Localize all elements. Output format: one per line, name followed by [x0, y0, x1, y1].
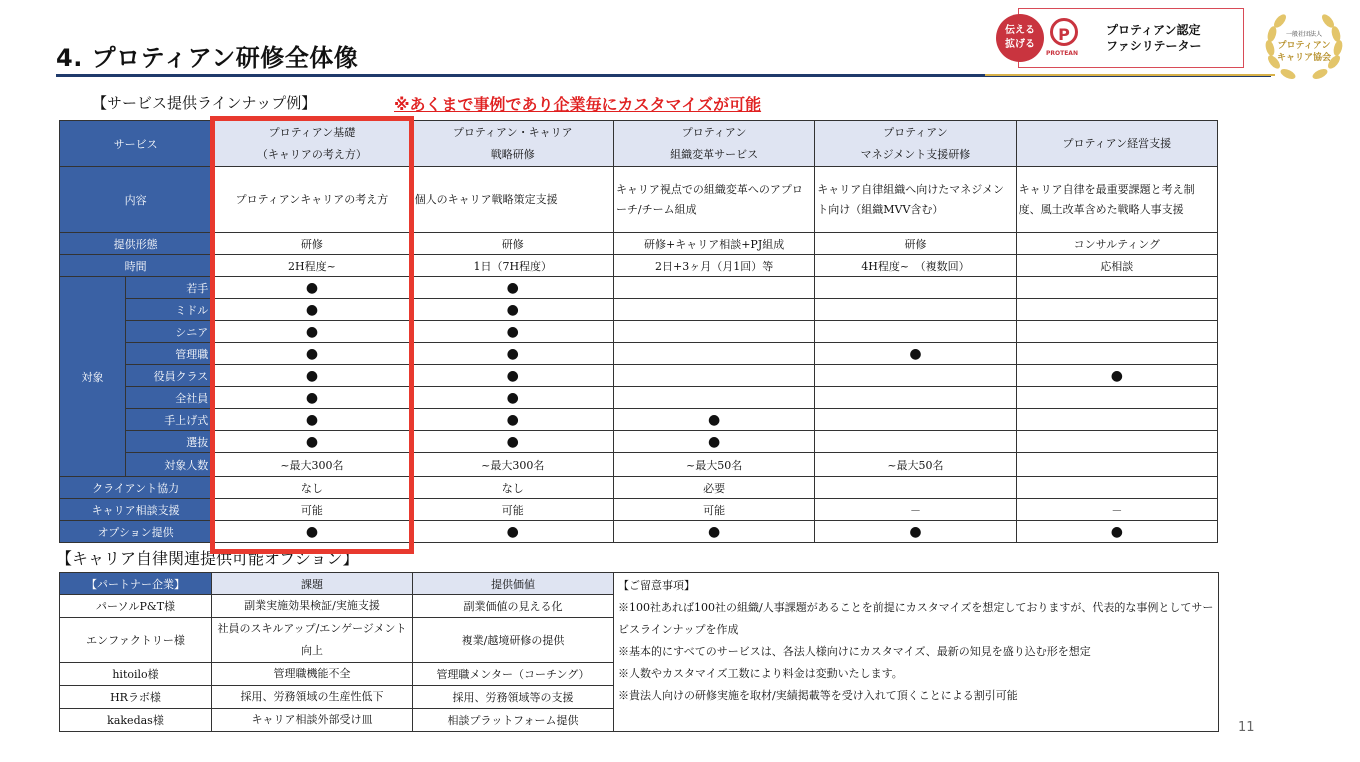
seal-text-3: キャリア協会 — [1276, 53, 1332, 63]
target-applicable-mark: ● — [613, 431, 814, 453]
service-content-cell: キャリア自律組織へ向けたマネジメント向け（組織MVV含む） — [815, 167, 1016, 233]
target-type-label: 選抜 — [126, 431, 212, 453]
service-name-cell — [1016, 121, 1217, 167]
partner-name-cell: HRラボ様 — [60, 686, 212, 709]
service-content-cell: キャリア自律を最重要課題と考え制度、風土改革含めた戦略人事支援 — [1016, 167, 1217, 233]
target-applicable-mark: ● — [412, 365, 613, 387]
table-row — [60, 255, 1218, 277]
target-type-label: シニア — [126, 321, 212, 343]
table-row — [60, 299, 1218, 321]
target-type-label: ミドル — [126, 299, 212, 321]
service-name-line-2: マネジメント支援研修 — [860, 147, 971, 161]
table-row — [60, 521, 1218, 543]
note-item: ※貴法人向けの研修実施を取材/実績掲載等を受け入れて頂くことによる割引可能 — [618, 689, 1018, 702]
target-applicable-mark: ● — [212, 321, 412, 343]
duration-cell: 4H程度~ （複数回） — [815, 255, 1016, 277]
customization-note: ※あくまで事例であり企業毎にカスタマイズが可能 — [394, 95, 762, 114]
partner-options-table — [59, 572, 1219, 732]
target-applicable-mark: ● — [412, 277, 613, 299]
logo-circle-text-2: 拡げる — [1005, 39, 1035, 50]
target-count-cell: ~最大300名 — [412, 453, 613, 477]
partner-issue-cell: 社員のスキルアップ/エンゲージメント向上 — [212, 618, 413, 663]
duration-header-label: 時間 — [60, 255, 212, 277]
target-empty-cell — [613, 365, 814, 387]
options-column-header: 課題 — [212, 573, 413, 595]
partner-issue-cell: 副業実施効果検証/実施支援 — [212, 595, 413, 618]
lineup-subtitle: 【サービス提供ラインナップ例】 — [92, 94, 317, 112]
partner-issue-cell: キャリア相談外部受け皿 — [212, 709, 413, 732]
career-consult-support-cell: 可能 — [613, 499, 814, 521]
protean-p-icon: P — [1050, 18, 1078, 46]
target-empty-cell — [1016, 321, 1217, 343]
table-row — [60, 121, 1218, 167]
target-empty-cell — [613, 387, 814, 409]
target-empty-cell — [815, 409, 1016, 431]
target-applicable-mark: ● — [212, 431, 412, 453]
client-cooperation-header-label: クライアント協力 — [60, 477, 212, 499]
service-content-cell: キャリア視点での組織変革へのアプローチ/チーム組成 — [613, 167, 814, 233]
target-applicable-mark: ● — [412, 431, 613, 453]
target-type-label: 若手 — [126, 277, 212, 299]
target-applicable-mark: ● — [412, 299, 613, 321]
target-applicable-mark: ● — [1016, 365, 1217, 387]
table-row — [60, 365, 1218, 387]
client-cooperation-cell: 必要 — [613, 477, 814, 499]
target-empty-cell — [1016, 431, 1217, 453]
logo-circle-badge — [996, 14, 1044, 62]
page-number: 11 — [1238, 720, 1255, 735]
target-empty-cell — [1016, 343, 1217, 365]
note-item: ※基本的にすべてのサービスは、各法人様向けにカスタマイズ、最新の知見を盛り込む形を想定 — [618, 645, 1091, 658]
target-empty-cell — [613, 321, 814, 343]
client-cooperation-cell: なし — [412, 477, 613, 499]
seal-text-1: 一般社団法人 — [1285, 31, 1323, 38]
target-type-label: 手上げ式 — [126, 409, 212, 431]
table-row — [60, 387, 1218, 409]
target-count-cell: ~最大50名 — [613, 453, 814, 477]
logo-text-line-2: ファシリテーター — [1106, 39, 1202, 53]
partner-name-cell: エンファクトリー様 — [60, 618, 212, 663]
target-empty-cell — [815, 431, 1016, 453]
service-name-line-1: プロティアン・キャリア — [452, 125, 573, 139]
options-column-header: 【パートナー企業】 — [60, 573, 212, 595]
duration-cell: 2日+3ヶ月（月1回）等 — [613, 255, 814, 277]
target-applicable-mark: ● — [412, 343, 613, 365]
target-applicable-mark: ● — [212, 343, 412, 365]
partner-value-cell: 管理職メンター（コーチング） — [413, 663, 614, 686]
table-row — [60, 477, 1218, 499]
service-name-line-2: 戦略研修 — [490, 147, 535, 161]
partner-value-cell: 採用、労務領域等の支援 — [413, 686, 614, 709]
target-empty-cell — [815, 299, 1016, 321]
partner-issue-cell: 管理職機能不全 — [212, 663, 413, 686]
target-empty-cell — [815, 387, 1016, 409]
service-content-cell: プロティアンキャリアの考え方 — [212, 167, 412, 233]
table-row — [60, 233, 1218, 255]
target-applicable-mark: ● — [815, 343, 1016, 365]
duration-cell: 応相談 — [1016, 255, 1217, 277]
service-name-line-1: プロティアン — [681, 125, 747, 139]
delivery-form-cell: 研修 — [412, 233, 613, 255]
table-row — [60, 431, 1218, 453]
target-applicable-mark: ● — [212, 409, 412, 431]
service-name-line-1: プロティアン経営支援 — [1062, 136, 1172, 150]
target-applicable-mark: ● — [212, 365, 412, 387]
target-applicable-mark: ● — [412, 321, 613, 343]
table-row — [60, 277, 1218, 299]
delivery-form-cell: 研修+キャリア相談+PJ組成 — [613, 233, 814, 255]
notes-title: 【ご留意事項】 — [618, 579, 695, 592]
target-applicable-mark: ● — [212, 387, 412, 409]
duration-cell: 1日（7H程度） — [412, 255, 613, 277]
service-name-line-2: （キャリアの考え方） — [256, 147, 367, 161]
delivery-form-cell: 研修 — [815, 233, 1016, 255]
target-empty-cell — [613, 343, 814, 365]
note-item: ※人数やカスタマイズ工数により料金は変動いたします。 — [618, 667, 903, 680]
target-empty-cell — [815, 365, 1016, 387]
service-name-cell — [412, 121, 613, 167]
target-count-cell: ~最大300名 — [212, 453, 412, 477]
target-empty-cell — [613, 277, 814, 299]
note-item: ※100社あれば100社の組織/人事課題があることを前提にカスタマイズを想定しておりますが、代表的な事例としてサービスラインナップを作成 — [618, 601, 1214, 636]
target-count-cell: ~最大50名 — [815, 453, 1016, 477]
target-type-label: 役員クラス — [126, 365, 212, 387]
target-count-label: 対象人数 — [126, 453, 212, 477]
table-row — [60, 409, 1218, 431]
page-title: 4. プロティアン研修全体像 — [56, 44, 359, 72]
duration-cell: 2H程度~ — [212, 255, 412, 277]
service-content-cell: 個人のキャリア戦略策定支援 — [412, 167, 613, 233]
service-name-line-2: 組織変革サービス — [670, 147, 759, 161]
delivery-form-header-label: 提供形態 — [60, 233, 212, 255]
target-empty-cell — [815, 321, 1016, 343]
target-applicable-mark: ● — [412, 409, 613, 431]
seal-text-2: プロティアン — [1277, 41, 1331, 51]
partner-value-cell: 複業/越境研修の提供 — [413, 618, 614, 663]
option-provided-cell: ● — [815, 521, 1016, 543]
partner-name-cell: hitoilo様 — [60, 663, 212, 686]
service-name-cell — [815, 121, 1016, 167]
association-laurel-seal-icon — [1262, 4, 1346, 88]
delivery-form-cell: 研修 — [212, 233, 412, 255]
logo-text-line-1: プロティアン認定 — [1106, 23, 1201, 37]
target-header-label: 対象 — [60, 277, 126, 477]
protean-brand-text: PROTEAN — [1046, 50, 1078, 57]
target-applicable-mark: ● — [212, 277, 412, 299]
option-provided-cell: ● — [212, 521, 412, 543]
service-name-cell — [212, 121, 412, 167]
service-lineup-table — [59, 120, 1218, 543]
career-consult-support-cell: － — [1016, 499, 1217, 521]
service-name-cell — [613, 121, 814, 167]
notes-cell — [614, 573, 1219, 732]
target-empty-cell — [815, 277, 1016, 299]
table-row — [60, 573, 1219, 595]
target-applicable-mark: ● — [412, 387, 613, 409]
service-name-line-1: プロティアン基礎 — [268, 125, 356, 139]
target-count-cell — [1016, 453, 1217, 477]
table-row — [60, 499, 1218, 521]
client-cooperation-cell — [815, 477, 1016, 499]
logo-circle-text-1: 伝える — [1005, 25, 1035, 36]
target-type-label: 管理職 — [126, 343, 212, 365]
career-consult-support-cell: 可能 — [412, 499, 613, 521]
partner-issue-cell: 採用、労務領域の生産性低下 — [212, 686, 413, 709]
partner-value-cell: 相談プラットフォーム提供 — [413, 709, 614, 732]
target-applicable-mark: ● — [212, 299, 412, 321]
career-consult-support-cell: 可能 — [212, 499, 412, 521]
table-row — [60, 167, 1218, 233]
delivery-form-cell: コンサルティング — [1016, 233, 1217, 255]
target-empty-cell — [613, 299, 814, 321]
service-name-line-1: プロティアン — [883, 125, 948, 139]
target-applicable-mark: ● — [613, 409, 814, 431]
partner-name-cell: パーソルP&T様 — [60, 595, 212, 618]
logo-text — [1106, 22, 1202, 54]
options-column-header: 提供価値 — [413, 573, 614, 595]
option-provided-cell: ● — [613, 521, 814, 543]
content-header-label: 内容 — [60, 167, 212, 233]
target-empty-cell — [1016, 409, 1217, 431]
target-type-label: 全社員 — [126, 387, 212, 409]
target-empty-cell — [1016, 299, 1217, 321]
partner-name-cell: kakedas様 — [60, 709, 212, 732]
option-provided-header-label: オプション提供 — [60, 521, 212, 543]
target-empty-cell — [1016, 277, 1217, 299]
option-provided-cell: ● — [1016, 521, 1217, 543]
career-consult-support-cell: － — [815, 499, 1016, 521]
client-cooperation-cell: なし — [212, 477, 412, 499]
career-consult-support-header-label: キャリア相談支援 — [60, 499, 212, 521]
table-row — [60, 343, 1218, 365]
partner-value-cell: 副業価値の見える化 — [413, 595, 614, 618]
title-underline-accent — [985, 74, 1275, 76]
target-empty-cell — [1016, 387, 1217, 409]
table-row — [60, 321, 1218, 343]
table-row — [60, 453, 1218, 477]
options-section-title: 【キャリア自律関連提供可能オプション】 — [56, 546, 359, 569]
client-cooperation-cell — [1016, 477, 1217, 499]
option-provided-cell: ● — [412, 521, 613, 543]
service-header-label: サービス — [60, 121, 212, 167]
